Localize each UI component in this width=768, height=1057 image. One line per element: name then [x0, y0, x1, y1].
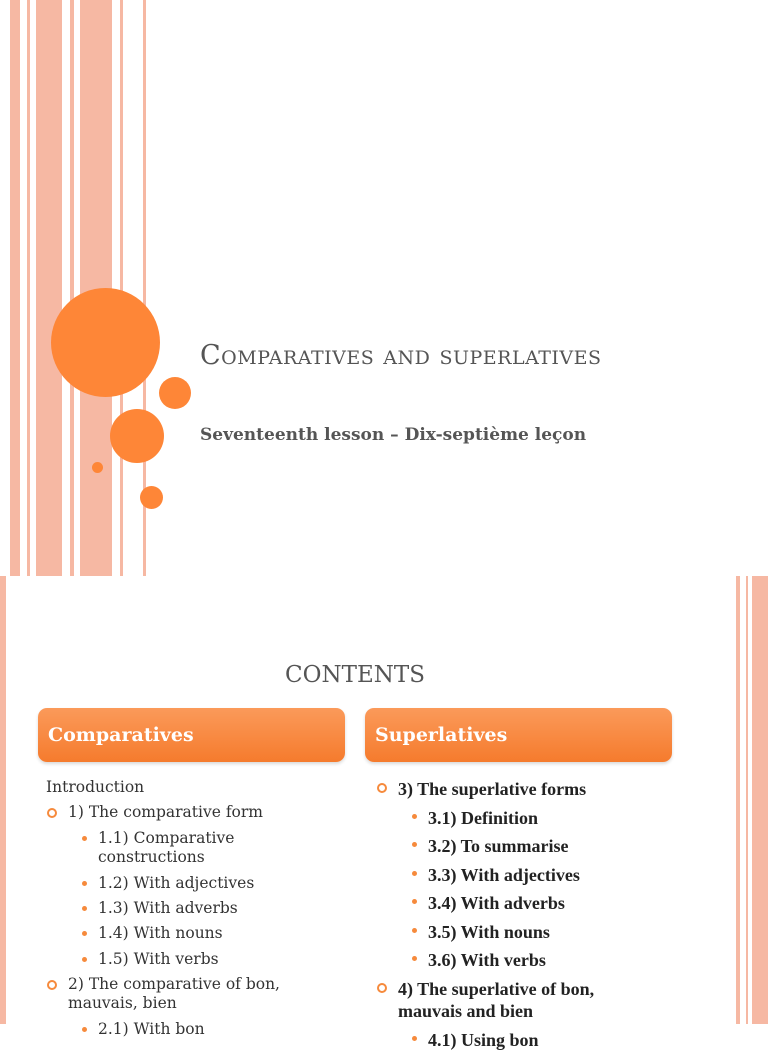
list-item	[376, 892, 646, 915]
ring-bullet-icon	[47, 980, 57, 990]
decorative-stripe	[0, 576, 6, 1024]
list-item-text: 1.5) With verbs	[98, 949, 219, 968]
dot-bullet-icon	[82, 957, 87, 962]
decorative-stripe	[70, 0, 74, 576]
dot-bullet-icon	[412, 928, 417, 933]
list-item-text: 1.4) With nouns	[98, 924, 223, 943]
list-item	[46, 778, 316, 797]
ring-bullet-icon	[377, 983, 387, 993]
list-item	[46, 950, 316, 969]
dot-bullet-icon	[412, 814, 417, 819]
list-item	[376, 921, 646, 944]
decorative-stripe	[752, 576, 768, 1024]
decorative-stripe	[36, 0, 62, 576]
list-item	[376, 949, 646, 972]
decorative-circle-small	[92, 462, 103, 473]
list-item-text: 3) The superlative forms	[398, 779, 587, 799]
list-item	[46, 829, 316, 868]
list-item	[376, 864, 646, 887]
list-item-text: 2) The comparative of bon, mauvais, bien	[68, 975, 280, 1013]
dot-bullet-icon	[82, 931, 87, 936]
list-item	[376, 1029, 646, 1052]
list-item	[46, 803, 316, 822]
list-item-text: 3.3) With adjectives	[428, 864, 580, 885]
list-item-text: 1.1) Comparative constructions	[98, 828, 235, 867]
dot-bullet-icon	[412, 956, 417, 961]
list-item	[376, 978, 646, 1023]
list-item-text: 3.4) With adverbs	[428, 893, 565, 913]
list-item	[46, 924, 316, 943]
decorative-stripe	[10, 0, 20, 576]
decorative-circle	[110, 409, 164, 463]
dot-bullet-icon	[82, 836, 87, 841]
list-item-text: 3.6) With verbs	[428, 950, 546, 970]
list-item-text: 4.1) Using bon	[428, 1029, 539, 1050]
list-item	[46, 975, 316, 1014]
dot-bullet-icon	[412, 1036, 417, 1041]
decorative-circle	[159, 377, 191, 409]
list-item-text: Introduction	[46, 778, 145, 796]
decorative-stripe	[746, 576, 748, 1024]
list-item-text: 1) The comparative form	[68, 803, 263, 822]
list-item	[376, 807, 646, 830]
decorative-stripe	[120, 0, 123, 576]
list-item-text: 2.1) With bon	[98, 1019, 205, 1038]
ring-bullet-icon	[47, 808, 57, 818]
slide-subtitle: Seventeenth lesson – Dix-septième leçon	[200, 425, 587, 445]
list-item	[46, 899, 316, 918]
dot-bullet-icon	[82, 906, 87, 911]
ring-bullet-icon	[377, 783, 387, 793]
contents-title: CONTENTS	[285, 662, 425, 688]
contents-slide	[0, 576, 768, 1050]
list-item	[376, 778, 646, 801]
dot-bullet-icon	[412, 842, 417, 847]
decorative-circle	[140, 486, 163, 509]
dot-bullet-icon	[82, 881, 87, 886]
decorative-circle-large	[51, 288, 160, 397]
list-item-text: 1.3) With adverbs	[98, 898, 238, 917]
list-item	[46, 874, 316, 893]
comparatives-list	[46, 778, 316, 1045]
superlatives-header: Superlatives	[365, 708, 672, 762]
slide-title: Comparatives and superlatives	[200, 340, 602, 371]
superlatives-list	[376, 778, 646, 1057]
dot-bullet-icon	[412, 899, 417, 904]
dot-bullet-icon	[82, 1027, 87, 1032]
list-item	[376, 835, 646, 858]
list-item-text: 3.1) Definition	[428, 807, 538, 828]
list-item-text: 3.5) With nouns	[428, 921, 550, 942]
list-item	[46, 1020, 316, 1039]
list-item-text: 3.2) To summarise	[428, 836, 569, 856]
dot-bullet-icon	[412, 871, 417, 876]
list-item-text: 4) The superlative of bon, mauvais and bien	[398, 978, 595, 1021]
decorative-stripe	[27, 0, 30, 576]
decorative-stripe	[736, 576, 740, 1024]
list-item-text: 1.2) With adjectives	[98, 873, 255, 892]
comparatives-header: Comparatives	[38, 708, 345, 762]
